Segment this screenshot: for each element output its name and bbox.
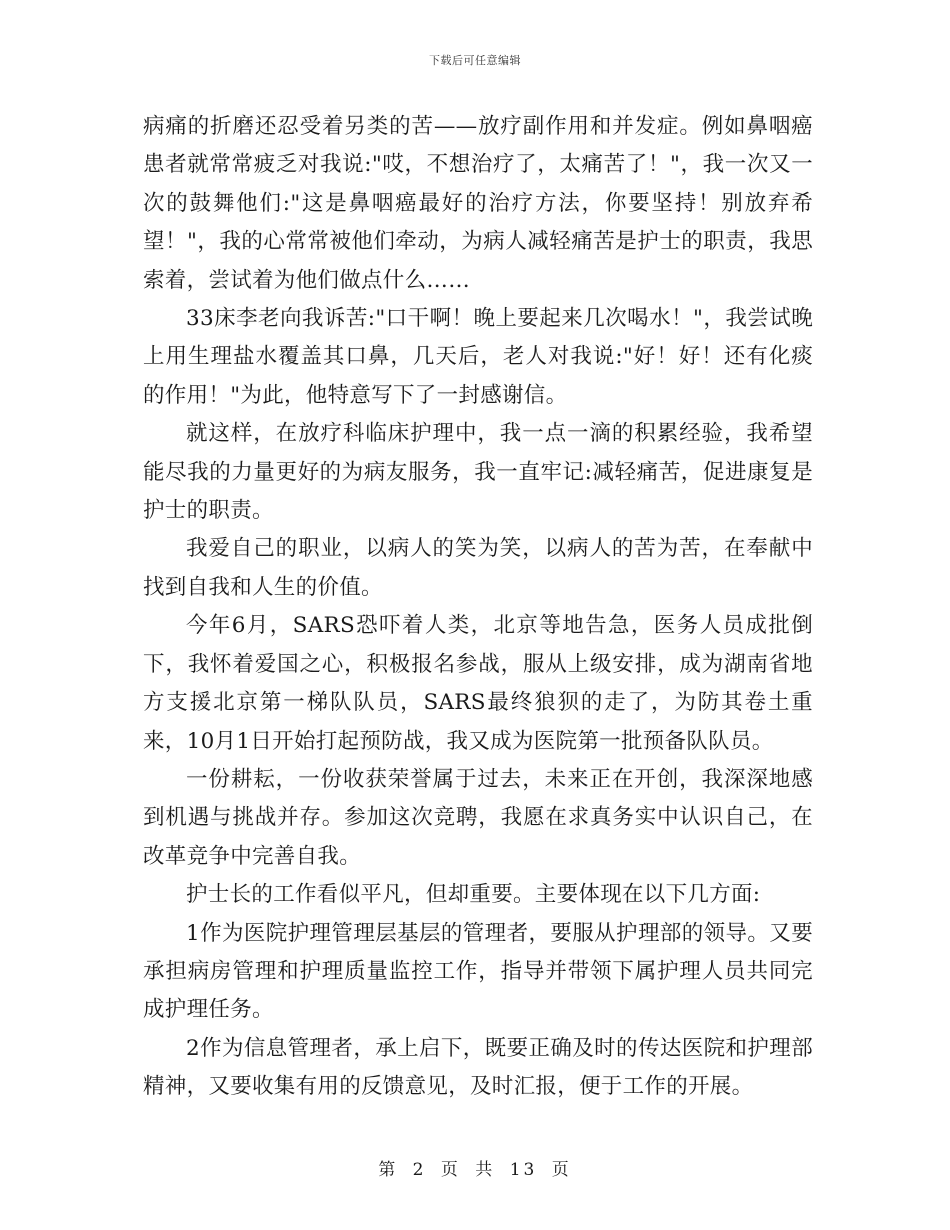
- paragraph-bed-33: 33床李老向我诉苦:"口干啊！晚上要起来几次喝水！"，我尝试晚上用生理盐水覆盖其口鼻，几天后，老人对我说:"好！好！还有化痰的作用！"为此，他特意写下了一封感谢信。: [143, 306, 813, 408]
- paragraph-love-profession: 我爱自己的职业，以病人的笑为笑，以病人的苦为苦，在奉献中找到自我和人生的价值。: [143, 536, 813, 600]
- paragraph-sars: 今年6月，SARS恐吓着人类，北京等地告急，医务人员成批倒下，我怀着爱国之心，积极报名参战，服从上级安排，成为湖南省地方支援北京第一梯队队员，SARS最终狼狈的走了，为防其卷土重来，10月1日开始打起预防战，我又成为医院第一批预备队队员。: [143, 613, 813, 754]
- paragraph-continuation: 病痛的折磨还忍受着另类的苦——放疗副作用和并发症。例如鼻咽癌患者就常常疲乏对我说:"哎，不想治疗了，太痛苦了！"，我一次又一次的鼓舞他们:"这是鼻咽癌最好的治疗方法，你要坚持！别放弃希望！"，我的心常常被他们牵动，为病人减轻痛苦是护士的职责，我思索着，尝试着为他们做点什么……: [143, 114, 813, 293]
- paragraph-point-2: 2作为信息管理者，承上启下，既要正确及时的传达医院和护理部精神，又要收集有用的反馈意见，及时汇报，便于工作的开展。: [143, 1035, 813, 1100]
- page-number: 第 2 页 共 13 页: [378, 1160, 572, 1180]
- paragraph-opportunity: 一份耕耘，一份收获荣誉属于过去，未来正在开创，我深深地感到机遇与挑战并存。参加这次竞聘，我愿在求真务实中认识自己，在改革竞争中完善自我。: [143, 766, 813, 869]
- page-header: 下载后可任意编辑: [429, 54, 521, 67]
- paragraph-point-1: 1作为医院护理管理层基层的管理者，要服从护理部的领导。又要承担病房管理和护理质量监控工作，指导并带领下属护理人员共同完成护理任务。: [143, 920, 813, 1023]
- paragraph-head-nurse-intro: 护士长的工作看似平凡，但却重要。主要体现在以下几方面:: [186, 882, 761, 908]
- paragraph-experience: 就这样，在放疗科临床护理中，我一点一滴的积累经验，我希望能尽我的力量更好的为病友服务，我一直牢记:减轻痛苦，促进康复是护士的职责。: [143, 421, 813, 524]
- document-body: [143, 108, 813, 1107]
